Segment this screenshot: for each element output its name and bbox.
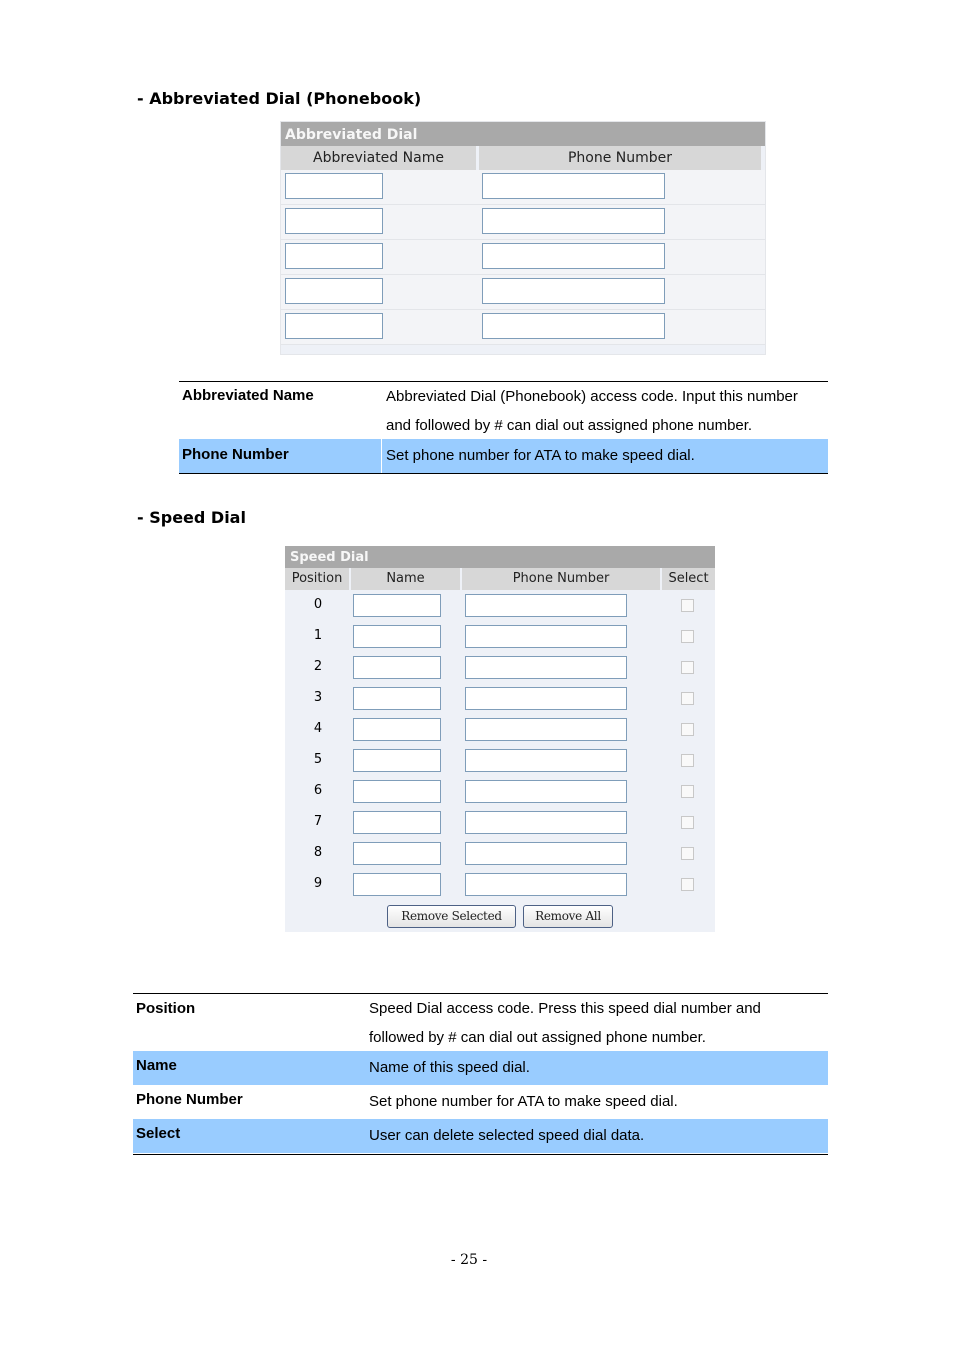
phone-number-input[interactable] — [482, 243, 665, 269]
speed-dial-panel-title: Speed Dial — [285, 546, 715, 568]
select-checkbox[interactable] — [681, 878, 694, 891]
position-value: 4 — [313, 721, 323, 736]
select-checkbox[interactable] — [681, 785, 694, 798]
speed-dial-name-input[interactable] — [353, 780, 441, 803]
remove-selected-button[interactable]: Remove Selected — [387, 905, 516, 928]
description-label: Position — [136, 1000, 196, 1017]
position-value: 6 — [313, 783, 323, 798]
speed-dial-phone-input[interactable] — [465, 842, 627, 865]
table-row — [285, 652, 715, 683]
description-label: Name — [136, 1057, 177, 1074]
table-row — [285, 807, 715, 838]
speed-dial-phone-input[interactable] — [465, 687, 627, 710]
speed-dial-phone-input[interactable] — [465, 625, 627, 648]
phone-number-input[interactable] — [482, 278, 665, 304]
position-value: 0 — [313, 597, 323, 612]
description-text: Abbreviated Dial (Phonebook) access code. Input this number — [386, 388, 798, 405]
description-row-abbreviated-name — [179, 382, 828, 439]
table-row — [285, 621, 715, 652]
column-header-position: Position — [285, 568, 349, 590]
description-label: Phone Number — [136, 1091, 243, 1108]
description-label: Select — [136, 1125, 181, 1142]
position-value: 8 — [313, 845, 323, 860]
abbreviated-name-input[interactable] — [285, 173, 383, 199]
description-text: Set phone number for ATA to make speed dial. — [386, 447, 695, 464]
description-row-phone-number — [133, 1085, 828, 1119]
select-checkbox[interactable] — [681, 723, 694, 736]
position-value: 7 — [313, 814, 323, 829]
cell-divider — [381, 439, 382, 473]
description-text: Name of this speed dial. — [369, 1059, 530, 1076]
abbreviated-name-input[interactable] — [285, 208, 383, 234]
position-value: 5 — [313, 752, 323, 767]
description-label: Abbreviated Name — [182, 387, 314, 404]
description-text: User can delete selected speed dial data. — [369, 1127, 645, 1144]
description-row-name — [133, 1051, 828, 1085]
select-checkbox[interactable] — [681, 599, 694, 612]
description-row-phone-number — [179, 439, 828, 473]
select-checkbox[interactable] — [681, 661, 694, 674]
description-row-select — [133, 1119, 828, 1153]
abbreviated-dial-panel — [280, 121, 766, 355]
speed-dial-phone-input[interactable] — [465, 749, 627, 772]
phone-number-input[interactable] — [482, 208, 665, 234]
table-row — [281, 240, 765, 275]
speed-dial-name-input[interactable] — [353, 873, 441, 896]
speed-dial-phone-input[interactable] — [465, 594, 627, 617]
speed-dial-description-table — [133, 993, 828, 1155]
column-header-name: Name — [351, 568, 460, 590]
abbreviated-description-table — [179, 381, 828, 474]
speed-dial-name-input[interactable] — [353, 749, 441, 772]
page-number: - 25 - — [450, 1252, 488, 1268]
position-value: 3 — [313, 690, 323, 705]
speed-dial-name-input[interactable] — [353, 687, 441, 710]
speed-dial-panel — [285, 546, 715, 932]
abbreviated-name-input[interactable] — [285, 278, 383, 304]
table-row — [285, 714, 715, 745]
column-header-select: Select — [662, 568, 715, 590]
description-text: Speed Dial access code. Press this speed dial number and — [369, 1000, 761, 1017]
description-label: Phone Number — [182, 446, 289, 463]
position-value: 9 — [313, 876, 323, 891]
abbreviated-dial-header — [281, 146, 765, 170]
speed-dial-phone-input[interactable] — [465, 873, 627, 896]
speed-dial-name-input[interactable] — [353, 842, 441, 865]
select-checkbox[interactable] — [681, 692, 694, 705]
speed-dial-name-input[interactable] — [353, 594, 441, 617]
remove-all-button[interactable]: Remove All — [523, 905, 613, 928]
column-header-abbreviated-name: Abbreviated Name — [281, 146, 476, 170]
description-text: and followed by # can dial out assigned phone number. — [386, 417, 753, 434]
position-value: 1 — [313, 628, 323, 643]
speed-dial-rows — [285, 590, 715, 900]
abbreviated-section-title: - Abbreviated Dial (Phonebook) — [137, 89, 422, 108]
speed-dial-name-input[interactable] — [353, 656, 441, 679]
abbreviated-name-input[interactable] — [285, 243, 383, 269]
speed-dial-name-input[interactable] — [353, 811, 441, 834]
speed-dial-section-title: - Speed Dial — [137, 508, 246, 527]
speed-dial-phone-input[interactable] — [465, 718, 627, 741]
abbreviated-name-input[interactable] — [285, 313, 383, 339]
speed-dial-phone-input[interactable] — [465, 780, 627, 803]
abbreviated-dial-panel-title: Abbreviated Dial — [281, 122, 765, 146]
table-row — [281, 205, 765, 240]
column-header-phone-number: Phone Number — [462, 568, 660, 590]
select-checkbox[interactable] — [681, 630, 694, 643]
select-checkbox[interactable] — [681, 816, 694, 829]
phone-number-input[interactable] — [482, 313, 665, 339]
table-row — [281, 275, 765, 310]
phone-number-input[interactable] — [482, 173, 665, 199]
table-row — [285, 683, 715, 714]
speed-dial-header — [285, 568, 715, 590]
table-row — [285, 776, 715, 807]
select-checkbox[interactable] — [681, 847, 694, 860]
table-row — [285, 838, 715, 869]
table-row — [285, 869, 715, 900]
position-value: 2 — [313, 659, 323, 674]
description-text: Set phone number for ATA to make speed dial. — [369, 1093, 678, 1110]
speed-dial-phone-input[interactable] — [465, 656, 627, 679]
select-checkbox[interactable] — [681, 754, 694, 767]
table-row — [281, 170, 765, 205]
description-row-position — [133, 994, 828, 1051]
description-text: followed by # can dial out assigned phone number. — [369, 1029, 706, 1046]
column-header-phone-number: Phone Number — [479, 146, 761, 170]
speed-dial-name-input[interactable] — [353, 625, 441, 648]
table-row — [281, 310, 765, 345]
table-row — [285, 590, 715, 621]
speed-dial-phone-input[interactable] — [465, 811, 627, 834]
table-row — [285, 745, 715, 776]
speed-dial-name-input[interactable] — [353, 718, 441, 741]
